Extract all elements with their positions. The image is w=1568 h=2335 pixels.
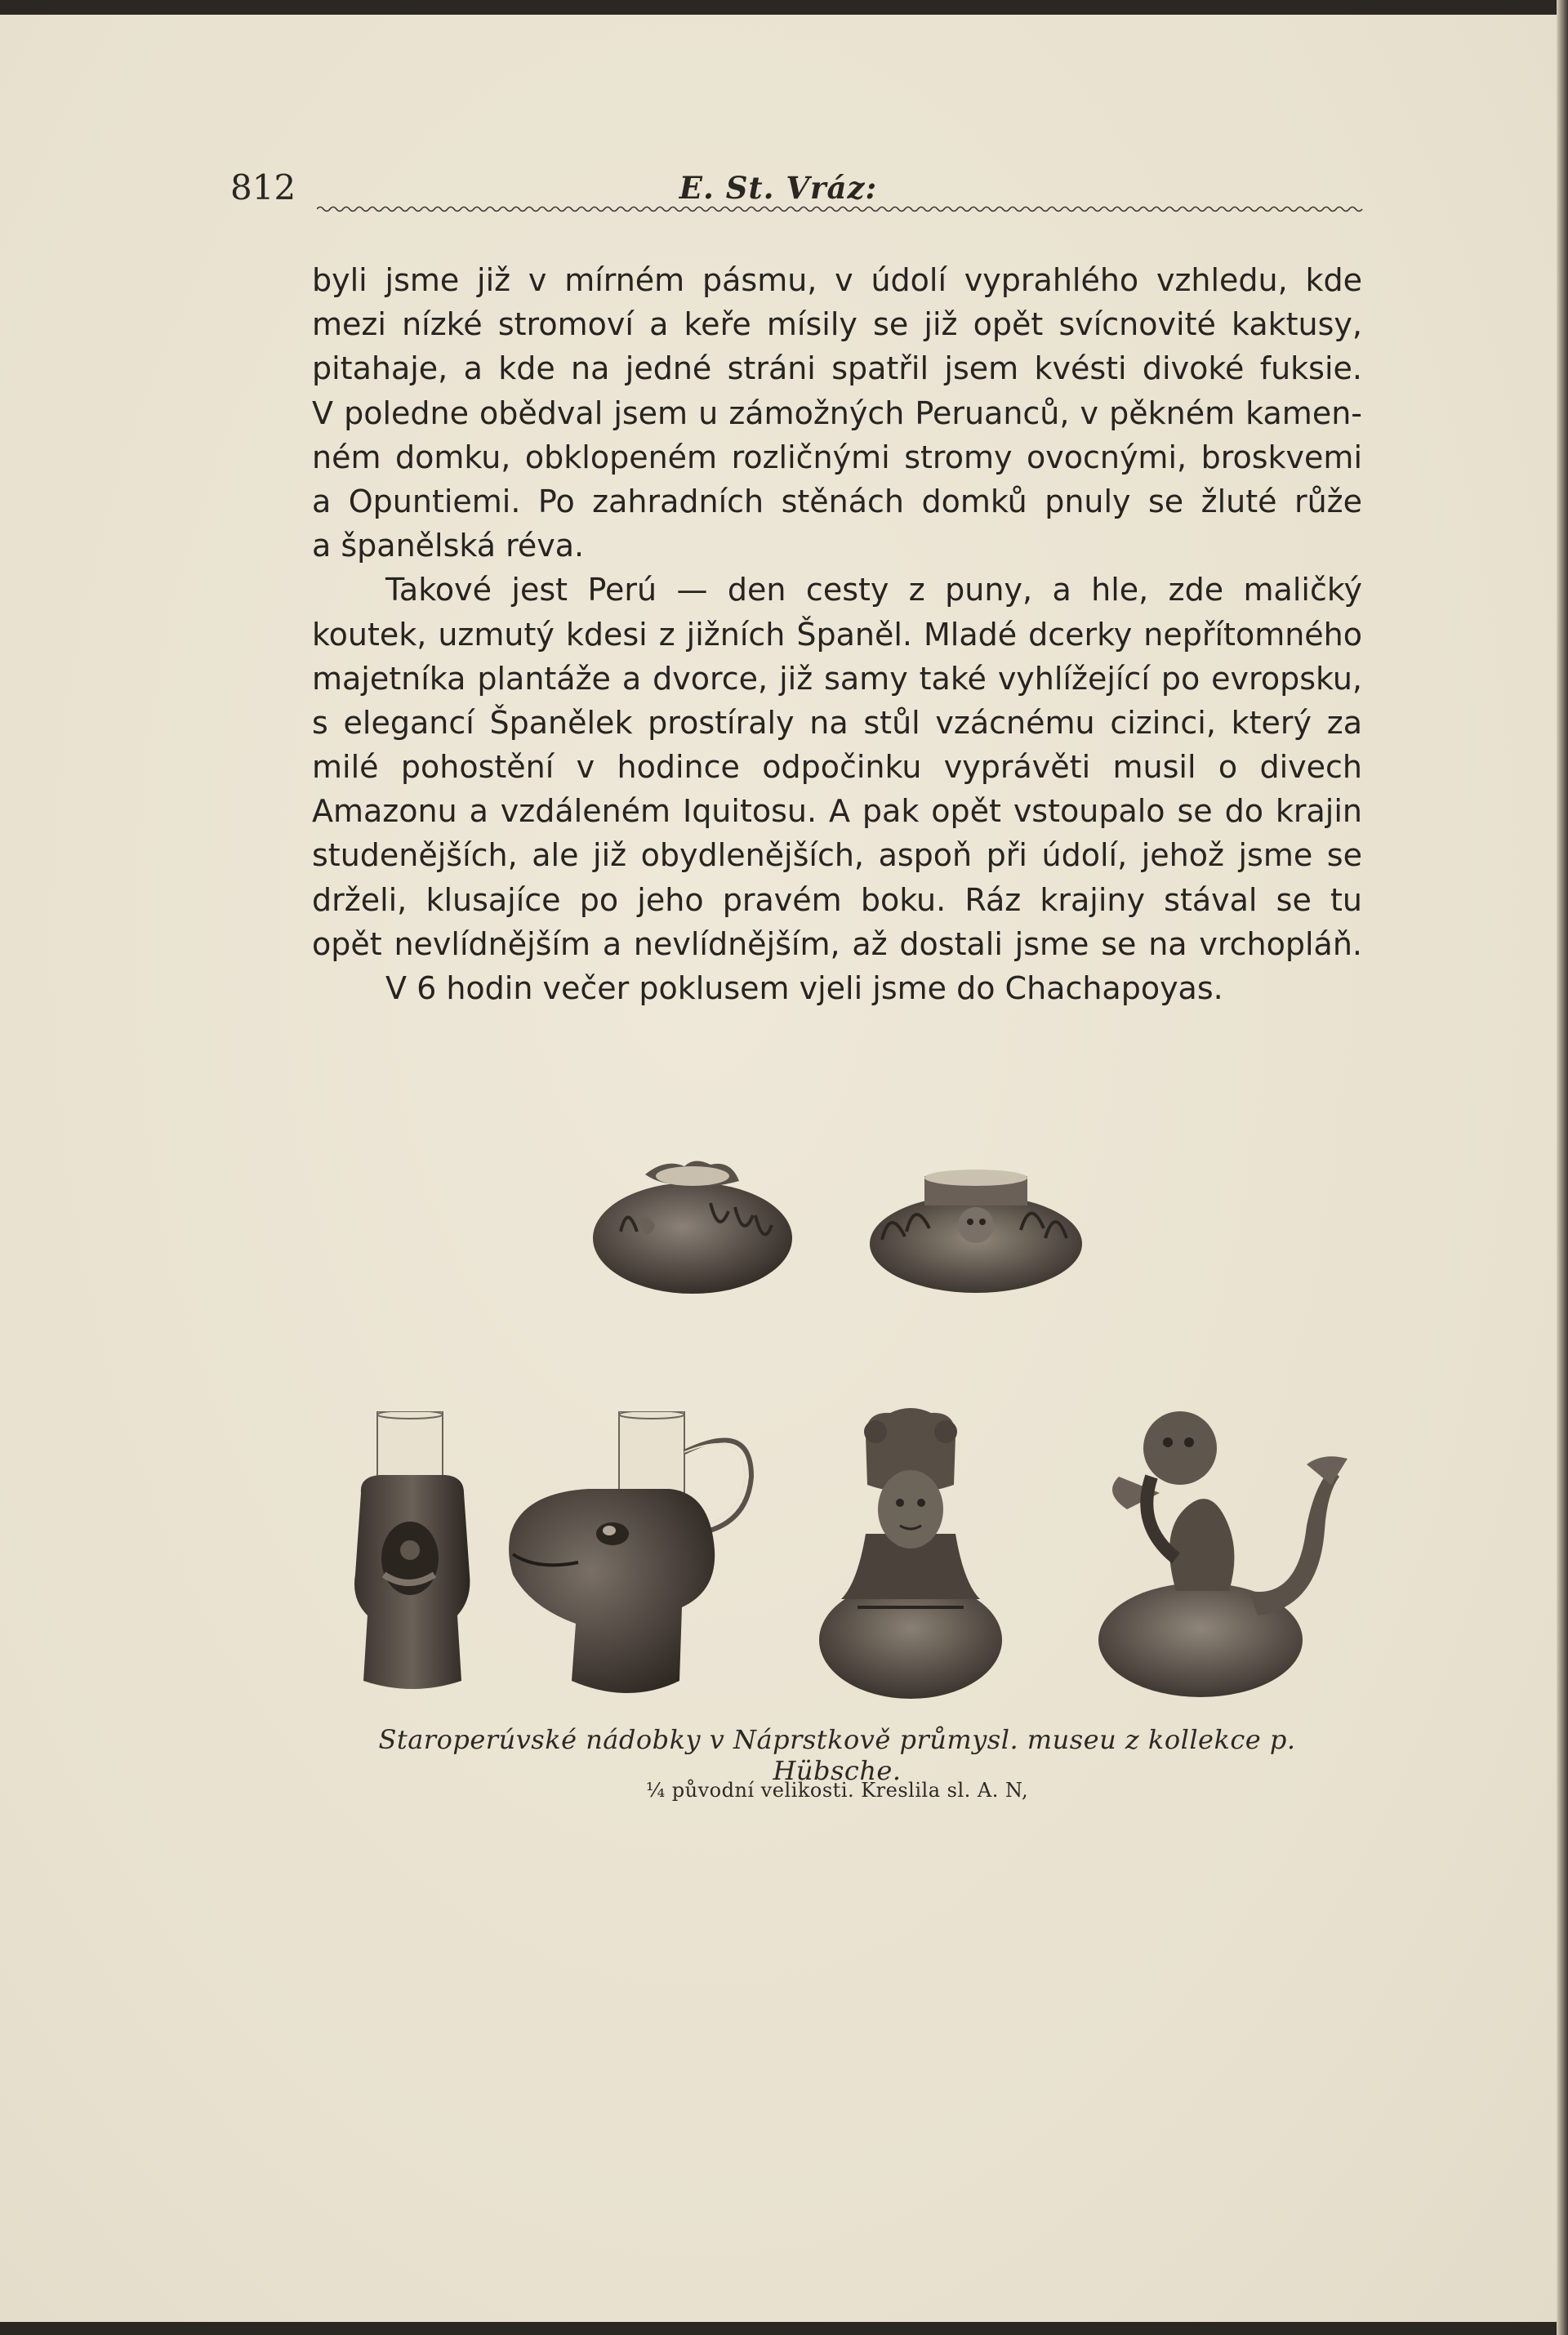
text-line: studenějších, ale již obydlenějších, aspoň při údolí, jehož jsme se xyxy=(312,837,1362,874)
text-line: V 6 hodin večer poklusem vjeli jsme do Chachapoyas. xyxy=(385,970,1223,1006)
text-line: byli jsme již v mírném pásmu, v údolí vyprahlého vzhledu, kde xyxy=(312,262,1362,298)
monkey-stirrup-vessel xyxy=(1086,1395,1356,1705)
paragraph-1 xyxy=(312,258,1362,568)
paragraph-2 xyxy=(312,568,1362,966)
figure-credit: ¼ původní velikosti. Kreslila sl. A. N, xyxy=(645,1779,1029,1802)
page-edge-shadow xyxy=(1557,0,1568,2335)
book-page xyxy=(0,15,1557,2322)
page-number: 812 xyxy=(230,167,296,207)
text-line: a Opuntiemi. Po zahradních stěnách domků pnuly se žluté růže xyxy=(312,483,1362,519)
body-text xyxy=(312,258,1362,1010)
pottery-illustration xyxy=(310,1142,1364,1730)
figure-jar xyxy=(335,1411,490,1697)
text-line: opět nevlídnějším a nevlídnějším, až dostali jsme se na vrchopláň. xyxy=(312,925,1362,962)
squat-bowl-1 xyxy=(588,1142,800,1305)
text-line: majetníka plantáže a dvorce, již samy také vyhlížející po evropsku, xyxy=(312,660,1362,697)
text-line: milé pohostění v hodince odpočinku vyprávěti musil o divech xyxy=(312,749,1362,786)
text-line: mezi nízké stromoví a keře mísily se již opět svícnovité kaktusy, xyxy=(312,306,1362,343)
text-line: drželi, klusajíce po jeho pravém boku. Ráz krajiny stával se tu xyxy=(312,881,1362,918)
running-head xyxy=(0,15,1557,227)
text-line: ném domku, obklopeném rozličnými stromy ovocnými, broskvemi xyxy=(312,439,1362,475)
running-title: E. St. Vráz: xyxy=(679,170,878,206)
animal-head-vessel xyxy=(506,1411,776,1705)
text-line: Amazonu a vzdáleném Iquitosu. A pak opět vstoupalo se do krajin xyxy=(312,793,1362,830)
text-line: Takové jest Perú — den cesty z puny, a hle, zde maličký xyxy=(385,572,1362,608)
squat-bowl-2 xyxy=(866,1158,1086,1305)
text-line: s elegancí Španělek prostíraly na stůl vzácnému cizinci, který za xyxy=(312,704,1362,741)
paragraph-3 xyxy=(312,966,1362,1010)
figure-effigy-vessel xyxy=(808,1403,1013,1705)
text-line: koutek, uzmutý kdesi z jižních Španěl. Mladé dcerky nepřítomného xyxy=(312,616,1362,653)
text-line: V poledne obědval jsem u zámožných Peruanců, v pěkném kamen- xyxy=(312,394,1362,431)
figure-caption: Staroperúvské nádobky v Náprstkově průmysl. museu z kollekce p. Hübsche. xyxy=(378,1724,1296,1786)
text-line: pitahaje, a kde na jedné stráni spatřil jsem kvésti divoké fuksie. xyxy=(312,350,1362,387)
text-line: a španělská réva. xyxy=(312,528,585,564)
wavy-rule xyxy=(317,204,1364,214)
